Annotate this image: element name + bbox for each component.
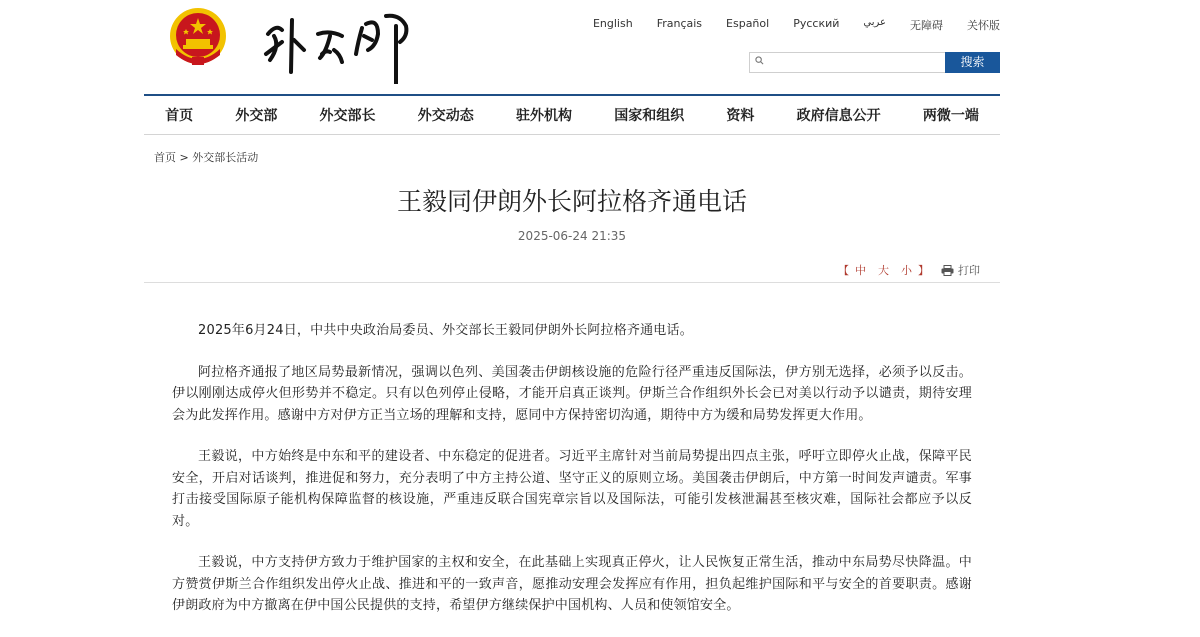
article-paragraph: 阿拉格齐通报了地区局势最新情况，强调以色列、美国袭击伊朗核设施的危险行径严重违反国际法，伊方别无选择，必须予以反击。伊以刚刚达成停火但形势并不稳定。只有以色列停止侵略，才能开启真正谈判。伊斯兰合作组织外长会已对美以行动予以谴责，期待安理会为此发挥作用。感谢中方对伊方正当立场的理解和支持，愿同中方保持密切沟通，期待中方为缓和局势发挥更大作用。 — [172, 364, 972, 423]
lang-russian-link[interactable]: Русский — [793, 17, 840, 30]
font-size-bracket-open: 【 — [838, 264, 849, 277]
breadcrumb-separator: > — [176, 151, 193, 164]
search-button[interactable]: 搜索 — [945, 52, 1000, 73]
nav-item-resources[interactable]: 资料 — [726, 108, 755, 124]
lang-spanish-link[interactable]: Español — [726, 17, 770, 30]
search-icon — [755, 56, 764, 65]
article-paragraph: 王毅说，中方始终是中东和平的建设者、中东稳定的促进者。习近平主席针对当前局势提出四点主张，呼吁立即停火止战，保障平民安全，开启对话谈判，推进促和努力，充分表明了中方主持公道、坚守正义的原则立场。美国袭击伊朗后，中方第一时间发声谴责。军事打击接受国际原子能机构保障监督的核设施，严重违反联合国宪章宗旨以及国际法，可能引发核泄漏甚至核灾难，国际社会都应予以反对。 — [172, 449, 972, 529]
lang-arabic-link[interactable]: عربي — [863, 17, 886, 28]
article-paragraph: 王毅说，中方支持伊方致力于维护国家的主权和安全，在此基础上实现真正停火，让人民恢复正常生活，推动中东局势尽快降温。中方赞赏伊斯兰合作组织发出停火止战、推进和平的一致声音，愿推动安理会发挥应有作用，担负起维护国际和平与安全的首要职责。感谢伊朗政府为中方撤离在伊中国公民提供的支持，希望伊方继续保护中国机构、人员和使领馆安全。 — [172, 555, 972, 613]
breadcrumb-home-link[interactable]: 首页 — [154, 151, 176, 164]
article-body — [172, 320, 972, 637]
nav-item-diplomatic-news[interactable]: 外交动态 — [417, 108, 474, 124]
main-nav — [144, 94, 1000, 135]
search-box — [749, 52, 947, 73]
care-mode-link[interactable]: 关怀版 — [967, 19, 1000, 32]
nav-item-countries-orgs[interactable]: 国家和组织 — [614, 108, 685, 124]
nav-item-missions-abroad[interactable]: 驻外机构 — [515, 108, 572, 124]
national-emblem-icon[interactable] — [166, 5, 230, 69]
font-size-medium-button[interactable]: 大 — [878, 264, 889, 277]
printer-icon[interactable] — [941, 265, 954, 276]
search-input[interactable] — [770, 57, 940, 74]
language-switcher — [569, 17, 1000, 33]
font-size-bracket-close: 】 — [918, 264, 929, 277]
breadcrumb-section-link[interactable]: 外交部长活动 — [192, 151, 259, 164]
article-tools — [838, 262, 980, 278]
breadcrumb — [154, 149, 258, 165]
print-button[interactable]: 打印 — [958, 264, 980, 277]
article-title: 王毅同伊朗外长阿拉格齐通电话 — [396, 187, 747, 216]
font-size-large-button[interactable]: 中 — [855, 264, 866, 277]
lang-english-link[interactable]: English — [592, 17, 633, 30]
nav-item-gov-info[interactable]: 政府信息公开 — [796, 108, 881, 124]
search-bar — [749, 52, 1000, 73]
nav-item-minister[interactable]: 外交部长 — [319, 108, 376, 124]
lang-french-link[interactable]: Français — [656, 17, 703, 30]
ministry-calligraphy-logo[interactable] — [260, 6, 420, 84]
page — [144, 0, 1000, 625]
article-date: 2025-06-24 21:35 — [517, 229, 627, 243]
font-size-small-button[interactable]: 小 — [901, 264, 912, 277]
accessibility-link[interactable]: 无障碍 — [910, 19, 943, 32]
nav-item-social-media[interactable]: 两微一端 — [922, 108, 979, 124]
nav-item-home[interactable]: 首页 — [165, 108, 194, 124]
divider — [144, 282, 1000, 283]
nav-item-ministry[interactable]: 外交部 — [235, 108, 278, 124]
article-paragraph: 2025年6月24日，中共中央政治局委员、外交部长王毅同伊朗外长阿拉格齐通电话。 — [198, 323, 693, 338]
